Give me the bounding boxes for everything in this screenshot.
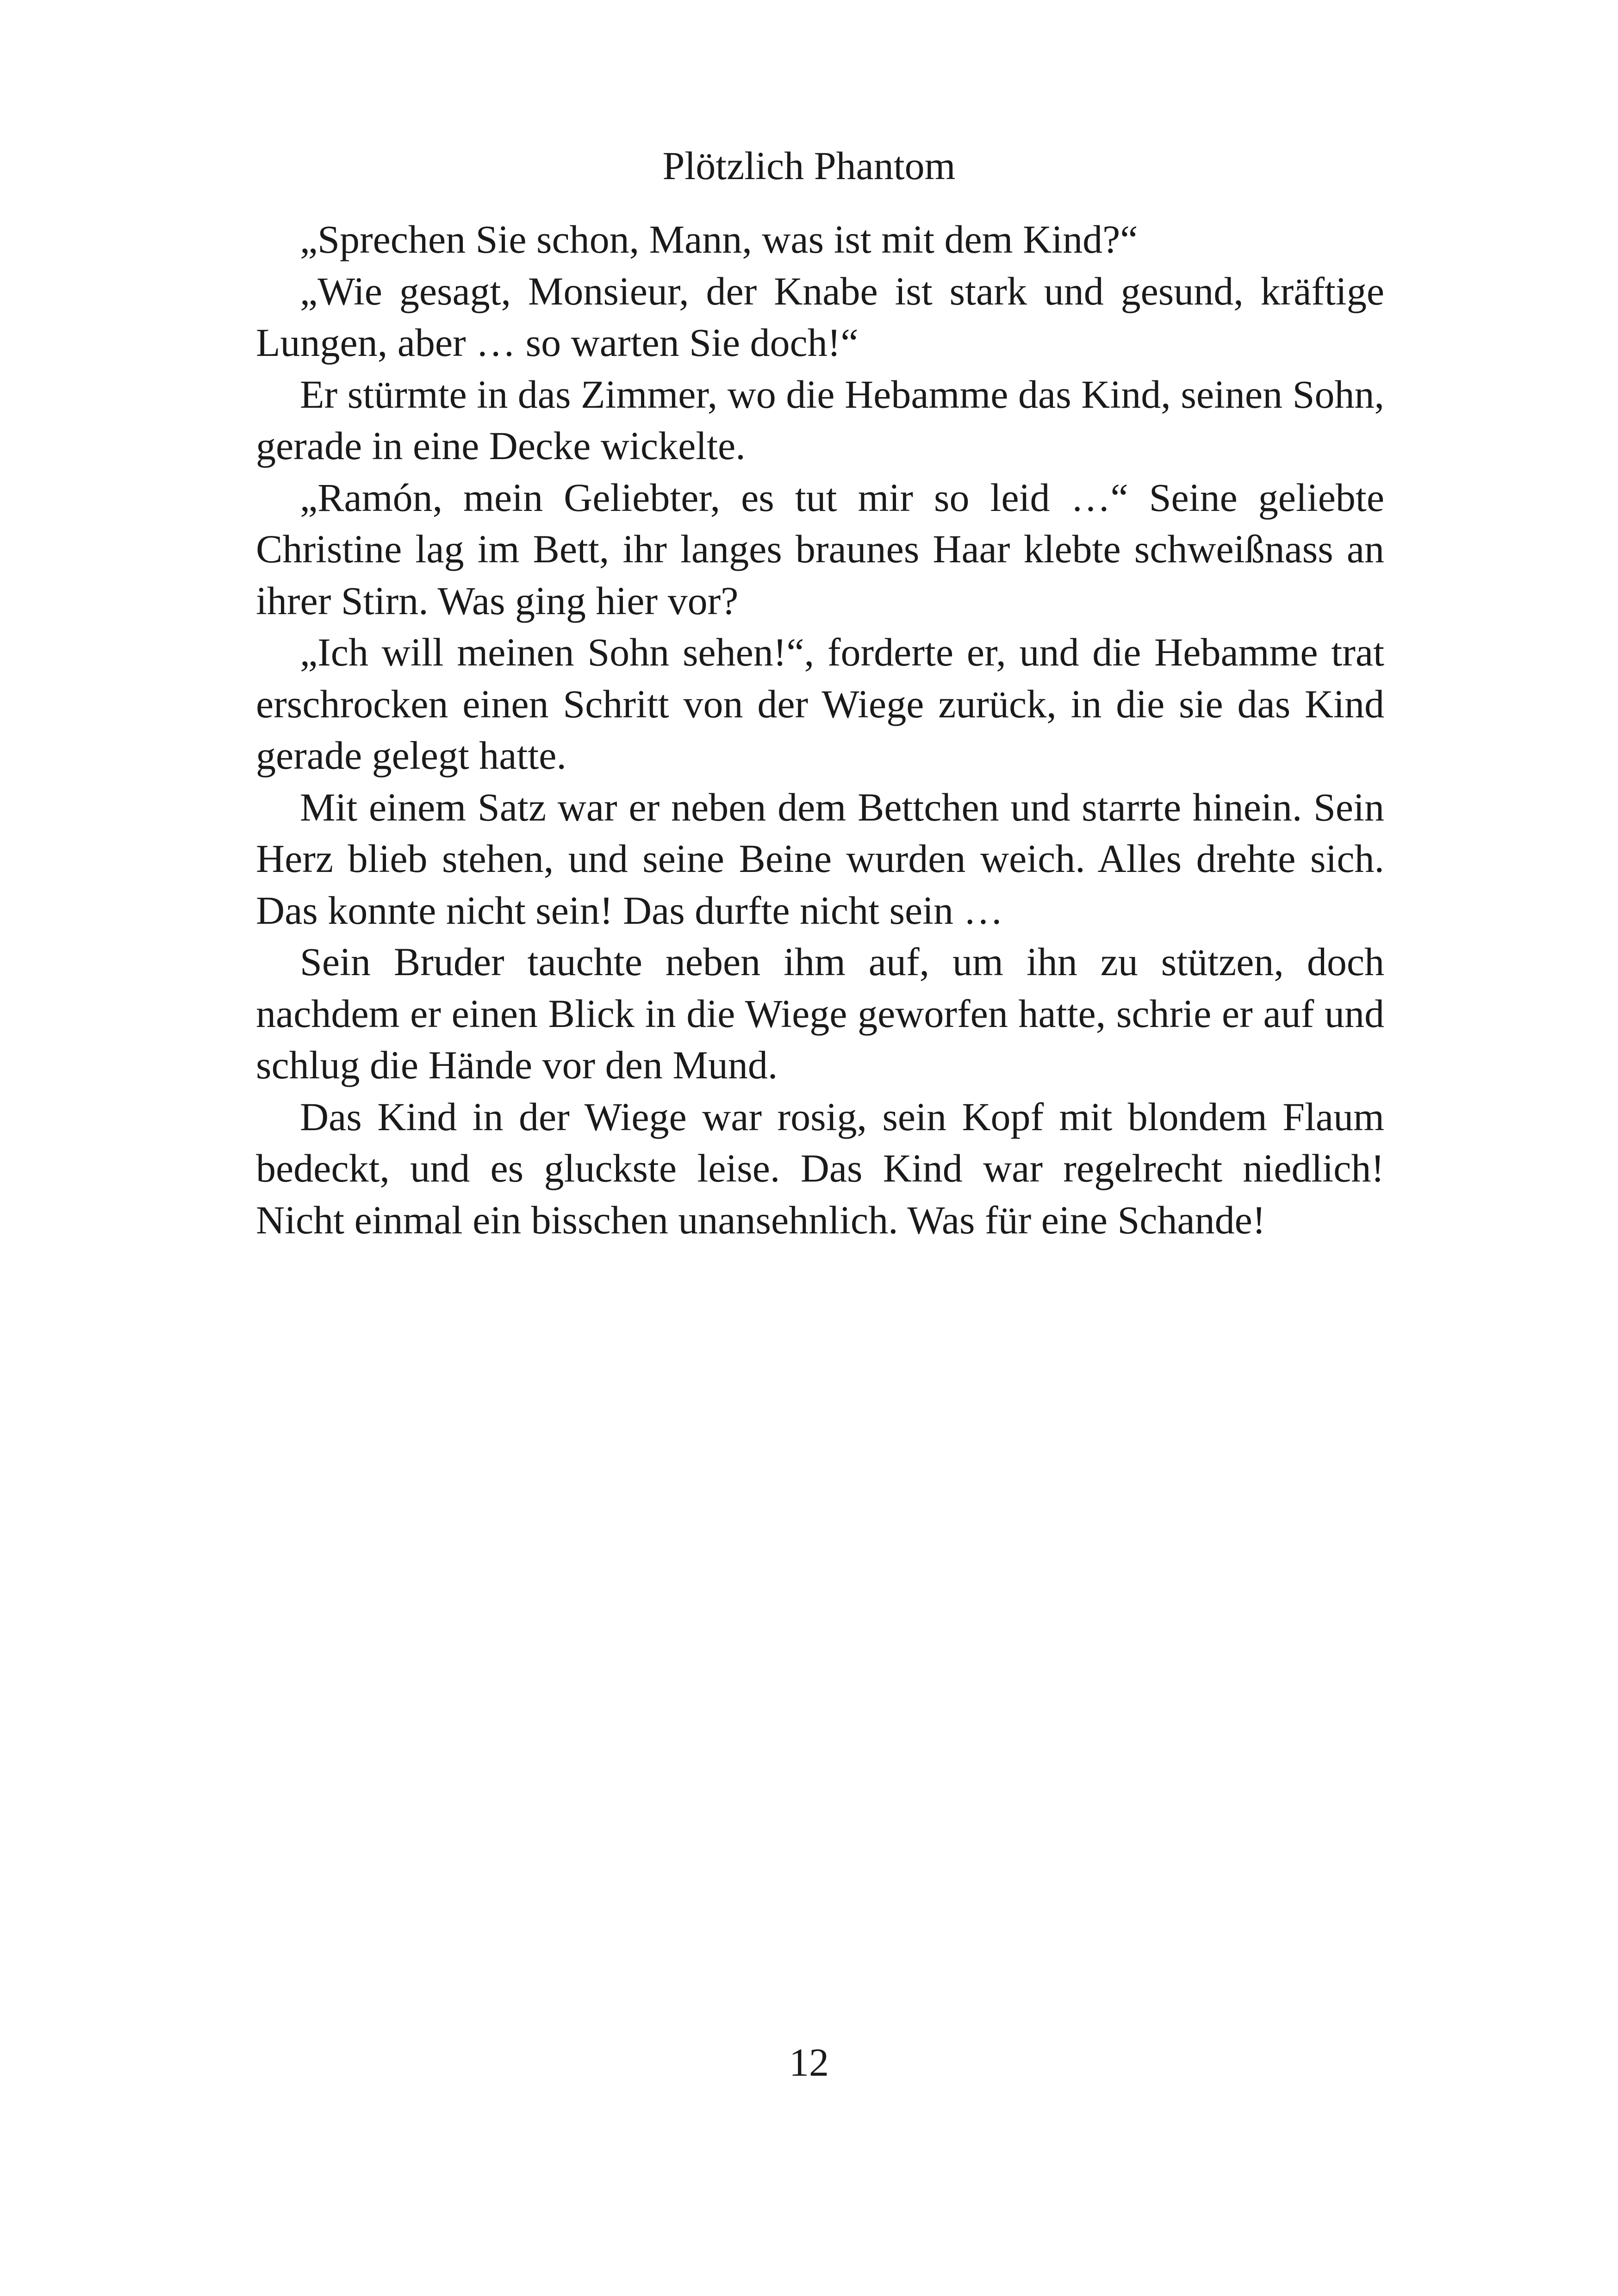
running-title: Plötzlich Phantom xyxy=(662,143,956,188)
body-text xyxy=(256,214,1384,1246)
paragraph: „Wie gesagt, Monsieur, der Knabe ist stark und gesund, kräftige Lungen, aber … so warten Sie doch!“ xyxy=(256,268,1384,365)
paragraph: Mit einem Satz war er neben dem Bettchen und starrte hinein. Sein Herz blieb stehen, und seine Beine wurden weich. Alles drehte sich. Das konnte nicht sein! Das durfte nicht sein … xyxy=(256,784,1384,933)
paragraph: „Sprechen Sie schon, Mann, was ist mit dem Kind?“ xyxy=(300,217,1138,261)
paragraph: Sein Bruder tauchte neben ihm auf, um ihn zu stützen, doch nachdem er einen Blick in die Wiege geworfen hatte, schrie er auf und schlug die Hände vor den Mund. xyxy=(256,940,1384,1087)
paragraph: Das Kind in der Wiege war rosig, sein Kopf mit blondem Flaum bedeckt, und es gluckste leise. Das Kind war regelrecht niedlich! Nicht einmal ein bisschen unansehnlich. Was für eine Schande! xyxy=(256,1094,1384,1242)
page-number: 12 xyxy=(789,2040,829,2084)
paragraph: „Ich will meinen Sohn sehen!“, forderte er, und die Hebamme trat erschrocken einen Schritt von der Wiege zurück, in die sie das Kind gerade gelegt hatte. xyxy=(256,630,1384,778)
paragraph: „Ramón, mein Geliebter, es tut mir so leid …“ Seine geliebte Christine lag im Bett, ihr langes braunes Haar klebte schweißnass an ihrer Stirn. Was ging hier vor? xyxy=(256,475,1384,623)
paragraph: Er stürmte in das Zimmer, wo die Hebamme das Kind, seinen Sohn, gerade in eine Decke wickelte. xyxy=(256,372,1384,468)
